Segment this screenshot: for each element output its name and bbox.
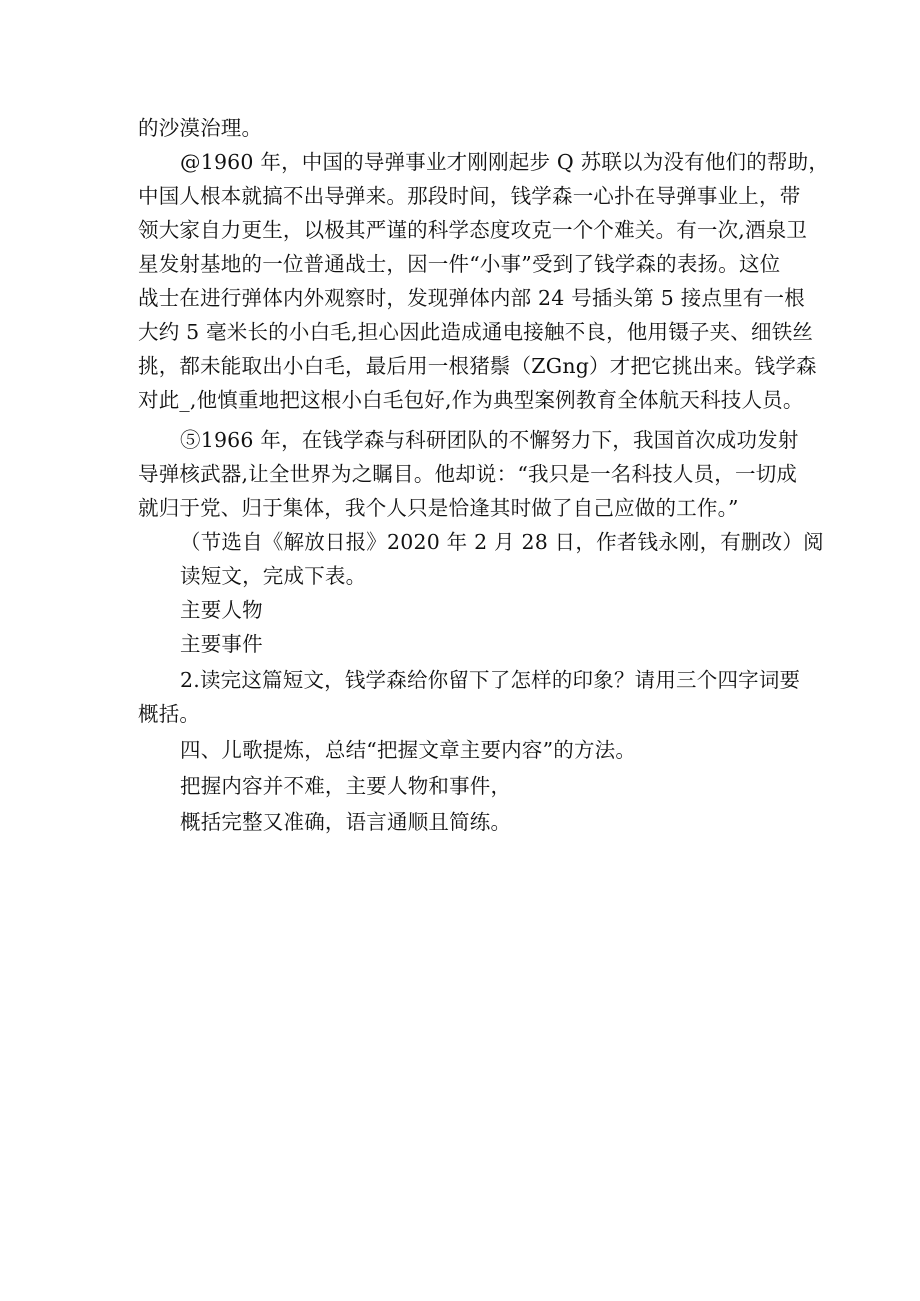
question-2-continued: 概括。 bbox=[138, 702, 201, 726]
text-line-5: 星发射基地的一位普通战士，因一件“小事”受到了钱学森的表扬。这位 bbox=[138, 252, 781, 276]
text-line-4: 领大家自力更生，以极其严谨的科学态度攻克一个个难关。有一次,酒泉卫 bbox=[138, 218, 808, 242]
text-line-2: @1960 年，中国的导弹事业才刚刚起步 Q 苏联以为没有他们的帮助， bbox=[180, 150, 830, 174]
table-label-main-event: 主要事件 bbox=[180, 632, 263, 656]
text-line-10: ⑤1966 年，在钱学森与科研团队的不懈努力下，我国首次成功发射 bbox=[180, 428, 799, 452]
text-line-6: 战士在进行弹体内外观察时，发现弹体内部 24 号插头第 5 接点里有一根 bbox=[138, 286, 805, 310]
text-line-7: 大约 5 毫米长的小白毛,担心因此造成通电接触不良，他用镊子夹、细铁丝 bbox=[138, 320, 814, 344]
text-line-11: 导弹核武器,让全世界为之瞩目。他却说：“我只是一名科技人员，一切成 bbox=[138, 462, 798, 486]
text-line-12: 就归于党、归于集体，我个人只是恰逢其时做了自己应做的工作。” bbox=[138, 496, 739, 520]
section-heading: 四、儿歌提炼，总结“把握文章主要内容”的方法。 bbox=[180, 738, 637, 762]
text-line-8: 挑，都未能取出小白毛，最后用一根猪鬃（ZGng）才把它挑出来。钱学森 bbox=[138, 354, 817, 378]
table-label-main-character: 主要人物 bbox=[180, 598, 263, 622]
source-citation: （节选自《解放日报》2020 年 2 月 28 日，作者钱永刚，有删改）阅 bbox=[180, 530, 824, 554]
text-line-1: 的沙漠治理。 bbox=[138, 116, 263, 140]
rhyme-line-2: 概括完整又准确，语言通顺且简练。 bbox=[180, 810, 512, 834]
task-instruction: 读短文，完成下表。 bbox=[180, 564, 367, 588]
question-2: 2.读完这篇短文，钱学森给你留下了怎样的印象？请用三个四字词要 bbox=[180, 668, 801, 692]
rhyme-line-1: 把握内容并不难，主要人物和事件， bbox=[180, 774, 512, 798]
text-line-9: 对此_,他慎重地把这根小白毛包好,作为典型案例教育全体航天科技人员。 bbox=[138, 388, 804, 412]
text-line-3: 中国人根本就搞不出导弹来。那段时间，钱学森一心扑在导弹事业上，带 bbox=[138, 184, 801, 208]
